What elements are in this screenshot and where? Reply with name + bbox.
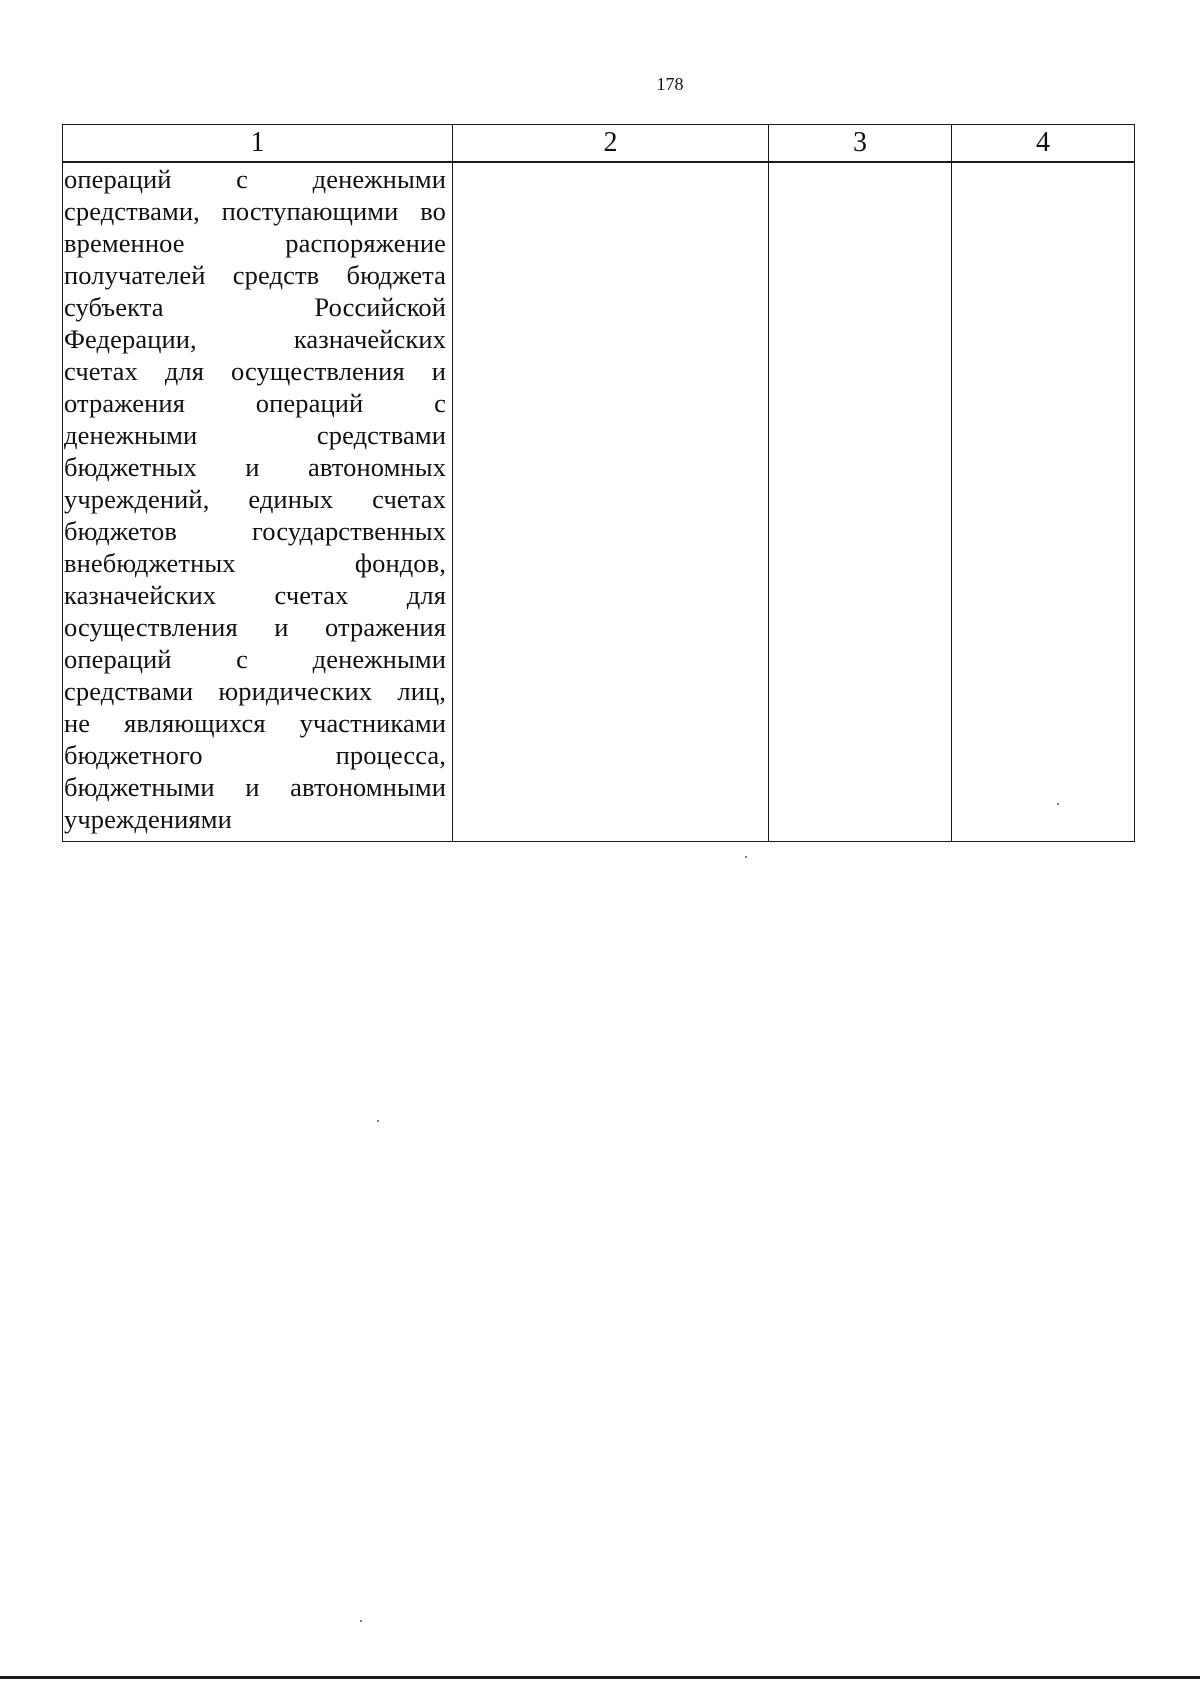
column-header-4: 4 <box>952 125 1135 163</box>
text-line: временное распоряжение <box>64 228 446 258</box>
table-header-row <box>63 125 1135 163</box>
scan-speck <box>745 856 747 858</box>
text-line: средствами юридических лиц, <box>64 676 446 706</box>
bottom-rule <box>0 1676 1200 1679</box>
table-cell-col2 <box>453 162 769 842</box>
text-line: Федерации, казначейских <box>64 324 446 354</box>
text-line: бюджетов государственных <box>64 516 446 546</box>
text-line: операций с денежными <box>64 644 446 674</box>
table-cell-col1 <box>63 162 453 842</box>
column-header-3: 3 <box>769 125 952 163</box>
cell-text-col1 <box>63 163 452 835</box>
document-table <box>62 124 1135 842</box>
text-line: осуществления и отражения <box>64 612 446 642</box>
table-cell-col4 <box>952 162 1135 842</box>
column-header-1: 1 <box>63 125 453 163</box>
column-header-2: 2 <box>453 125 769 163</box>
text-line: бюджетного процесса, <box>64 740 446 770</box>
text-line: средствами, поступающими во <box>64 196 446 226</box>
scan-speck <box>1057 803 1059 805</box>
text-line: счетах для осуществления и <box>64 356 446 386</box>
table-row <box>63 162 1135 842</box>
text-line: внебюджетных фондов, <box>64 548 446 578</box>
scan-speck <box>377 1120 379 1122</box>
text-line: учреждений, единых счетах <box>64 484 446 514</box>
text-line: получателей средств бюджета <box>64 260 446 290</box>
text-line: бюджетных и автономных <box>64 452 446 482</box>
text-line: не являющихся участниками <box>64 708 446 738</box>
table-cell-col3 <box>769 162 952 842</box>
scan-speck <box>360 1620 362 1622</box>
text-line: операций с денежными <box>64 164 446 194</box>
text-line: учреждениями <box>64 804 232 834</box>
text-line: отражения операций с <box>64 388 446 418</box>
page-number: 178 <box>656 74 684 94</box>
text-line: казначейских счетах для <box>64 580 446 610</box>
text-line: бюджетными и автономными <box>64 772 446 802</box>
text-line: денежными средствами <box>64 420 446 450</box>
text-line: субъекта Российской <box>64 292 446 322</box>
